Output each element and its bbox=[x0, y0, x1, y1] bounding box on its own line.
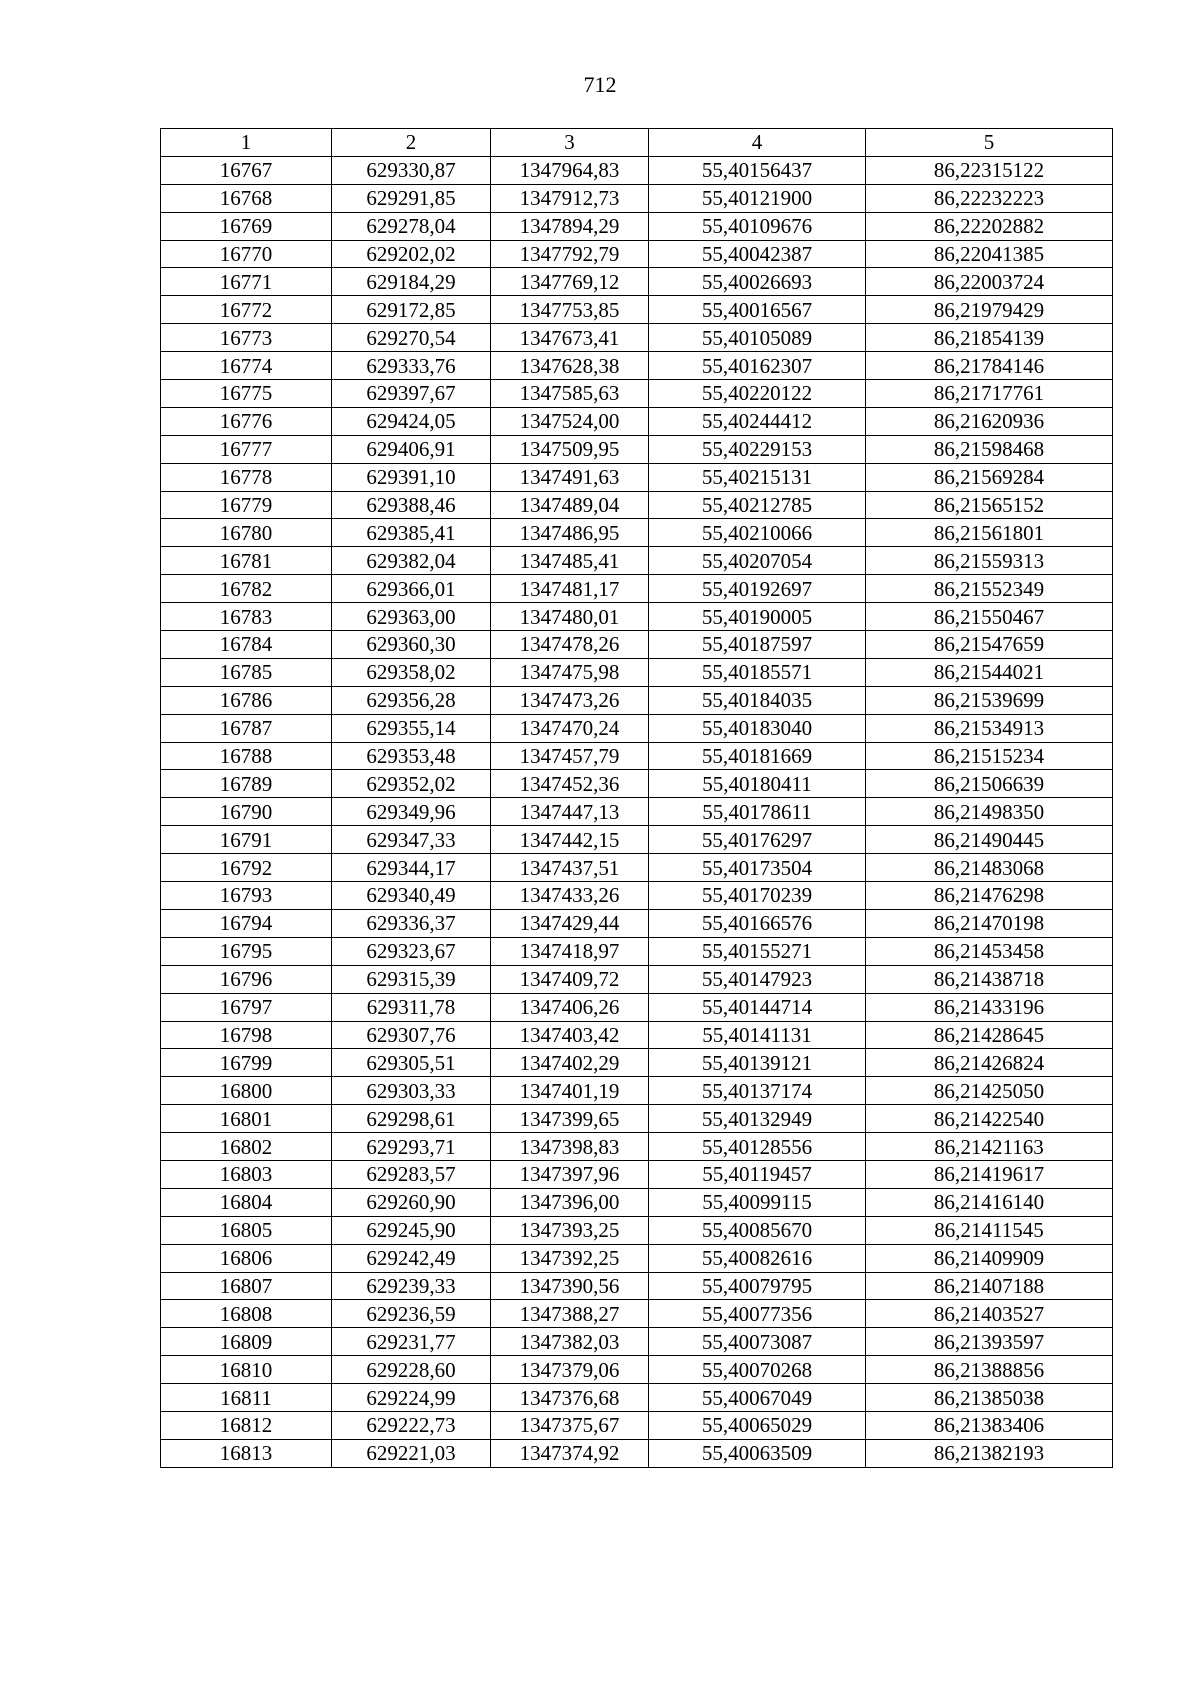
table-row bbox=[161, 1439, 1113, 1467]
table-cell-col-4: 55,40184035 bbox=[649, 686, 866, 714]
table-cell-col-3: 1347485,41 bbox=[491, 547, 649, 575]
table-cell-col-2: 629355,14 bbox=[332, 714, 491, 742]
table-cell-col-4: 55,40215131 bbox=[649, 463, 866, 491]
table-row bbox=[161, 268, 1113, 296]
table-cell-col-5: 86,21409909 bbox=[866, 1244, 1113, 1272]
table-cell-col-3: 1347375,67 bbox=[491, 1411, 649, 1439]
table-row bbox=[161, 519, 1113, 547]
table-row bbox=[161, 798, 1113, 826]
table-cell-col-4: 55,40082616 bbox=[649, 1244, 866, 1272]
table-cell-col-1: 16782 bbox=[161, 575, 332, 603]
table-cell-col-4: 55,40229153 bbox=[649, 435, 866, 463]
table-cell-col-2: 629260,90 bbox=[332, 1188, 491, 1216]
table-cell-col-2: 629298,61 bbox=[332, 1105, 491, 1133]
table-cell-col-3: 1347475,98 bbox=[491, 658, 649, 686]
table-cell-col-5: 86,22003724 bbox=[866, 268, 1113, 296]
table-cell-col-4: 55,40210066 bbox=[649, 519, 866, 547]
table-cell-col-1: 16802 bbox=[161, 1133, 332, 1161]
table-cell-col-3: 1347392,25 bbox=[491, 1244, 649, 1272]
coordinates-table bbox=[160, 128, 1113, 1468]
table-cell-col-4: 55,40183040 bbox=[649, 714, 866, 742]
table-cell-col-5: 86,21979429 bbox=[866, 296, 1113, 324]
table-cell-col-2: 629293,71 bbox=[332, 1133, 491, 1161]
table-row bbox=[161, 1077, 1113, 1105]
column-header-5: 5 bbox=[866, 129, 1113, 157]
table-cell-col-3: 1347396,00 bbox=[491, 1188, 649, 1216]
table-cell-col-5: 86,21569284 bbox=[866, 463, 1113, 491]
column-header-1: 1 bbox=[161, 129, 332, 157]
table-cell-col-1: 16785 bbox=[161, 658, 332, 686]
table-cell-col-2: 629283,57 bbox=[332, 1160, 491, 1188]
table-cell-col-2: 629330,87 bbox=[332, 156, 491, 184]
table-row bbox=[161, 1411, 1113, 1439]
table-cell-col-1: 16804 bbox=[161, 1188, 332, 1216]
table-row bbox=[161, 1216, 1113, 1244]
table-cell-col-2: 629356,28 bbox=[332, 686, 491, 714]
table-cell-col-4: 55,40212785 bbox=[649, 491, 866, 519]
table-cell-col-4: 55,40121900 bbox=[649, 184, 866, 212]
table-cell-col-1: 16799 bbox=[161, 1049, 332, 1077]
table-cell-col-3: 1347457,79 bbox=[491, 742, 649, 770]
table-cell-col-5: 86,21490445 bbox=[866, 826, 1113, 854]
table-cell-col-4: 55,40178611 bbox=[649, 798, 866, 826]
table-cell-col-1: 16772 bbox=[161, 296, 332, 324]
table-cell-col-4: 55,40065029 bbox=[649, 1411, 866, 1439]
table-cell-col-1: 16807 bbox=[161, 1272, 332, 1300]
table-row bbox=[161, 1244, 1113, 1272]
table-cell-col-4: 55,40132949 bbox=[649, 1105, 866, 1133]
table-cell-col-4: 55,40207054 bbox=[649, 547, 866, 575]
table-cell-col-2: 629242,49 bbox=[332, 1244, 491, 1272]
table-cell-col-5: 86,21476298 bbox=[866, 882, 1113, 910]
table-cell-col-3: 1347401,19 bbox=[491, 1077, 649, 1105]
table-cell-col-5: 86,21620936 bbox=[866, 407, 1113, 435]
table-cell-col-1: 16805 bbox=[161, 1216, 332, 1244]
table-row bbox=[161, 686, 1113, 714]
table-cell-col-5: 86,21498350 bbox=[866, 798, 1113, 826]
table-body bbox=[161, 156, 1113, 1467]
table-cell-col-5: 86,21411545 bbox=[866, 1216, 1113, 1244]
table-cell-col-3: 1347402,29 bbox=[491, 1049, 649, 1077]
table-row bbox=[161, 1272, 1113, 1300]
table-cell-col-3: 1347524,00 bbox=[491, 407, 649, 435]
table-cell-col-2: 629391,10 bbox=[332, 463, 491, 491]
table-row bbox=[161, 658, 1113, 686]
table-cell-col-3: 1347447,13 bbox=[491, 798, 649, 826]
table-cell-col-5: 86,21453458 bbox=[866, 937, 1113, 965]
table-cell-col-4: 55,40137174 bbox=[649, 1077, 866, 1105]
table-row bbox=[161, 156, 1113, 184]
table-cell-col-5: 86,21425050 bbox=[866, 1077, 1113, 1105]
table-cell-col-1: 16803 bbox=[161, 1160, 332, 1188]
table-row bbox=[161, 407, 1113, 435]
table-cell-col-1: 16812 bbox=[161, 1411, 332, 1439]
table-cell-col-3: 1347382,03 bbox=[491, 1328, 649, 1356]
table-cell-col-1: 16792 bbox=[161, 854, 332, 882]
table-cell-col-3: 1347673,41 bbox=[491, 324, 649, 352]
table-cell-col-2: 629366,01 bbox=[332, 575, 491, 603]
table-cell-col-4: 55,40155271 bbox=[649, 937, 866, 965]
table-row bbox=[161, 547, 1113, 575]
table-row bbox=[161, 435, 1113, 463]
table-cell-col-3: 1347964,83 bbox=[491, 156, 649, 184]
table-cell-col-4: 55,40109676 bbox=[649, 212, 866, 240]
table-cell-col-5: 86,21717761 bbox=[866, 380, 1113, 408]
table-header-row bbox=[161, 129, 1113, 157]
table-cell-col-4: 55,40067049 bbox=[649, 1384, 866, 1412]
table-cell-col-2: 629278,04 bbox=[332, 212, 491, 240]
table-cell-col-2: 629303,33 bbox=[332, 1077, 491, 1105]
table-cell-col-4: 55,40119457 bbox=[649, 1160, 866, 1188]
table-cell-col-5: 86,21428645 bbox=[866, 1021, 1113, 1049]
table-cell-col-5: 86,21426824 bbox=[866, 1049, 1113, 1077]
table-cell-col-2: 629360,30 bbox=[332, 631, 491, 659]
table-cell-col-2: 629245,90 bbox=[332, 1216, 491, 1244]
table-row bbox=[161, 184, 1113, 212]
table-row bbox=[161, 324, 1113, 352]
table-cell-col-3: 1347509,95 bbox=[491, 435, 649, 463]
table-cell-col-3: 1347478,26 bbox=[491, 631, 649, 659]
table-cell-col-5: 86,21547659 bbox=[866, 631, 1113, 659]
table-cell-col-2: 629385,41 bbox=[332, 519, 491, 547]
column-header-3: 3 bbox=[491, 129, 649, 157]
table-cell-col-1: 16811 bbox=[161, 1384, 332, 1412]
table-row bbox=[161, 770, 1113, 798]
table-cell-col-2: 629172,85 bbox=[332, 296, 491, 324]
table-cell-col-5: 86,21433196 bbox=[866, 993, 1113, 1021]
table-cell-col-3: 1347585,63 bbox=[491, 380, 649, 408]
table-cell-col-2: 629224,99 bbox=[332, 1384, 491, 1412]
table-row bbox=[161, 240, 1113, 268]
table-cell-col-5: 86,21422540 bbox=[866, 1105, 1113, 1133]
table-cell-col-1: 16768 bbox=[161, 184, 332, 212]
table-row bbox=[161, 1188, 1113, 1216]
table-cell-col-4: 55,40220122 bbox=[649, 380, 866, 408]
table-cell-col-3: 1347379,06 bbox=[491, 1356, 649, 1384]
table-cell-col-5: 86,21382193 bbox=[866, 1439, 1113, 1467]
table-cell-col-4: 55,40070268 bbox=[649, 1356, 866, 1384]
table-cell-col-2: 629382,04 bbox=[332, 547, 491, 575]
table-row bbox=[161, 296, 1113, 324]
table-cell-col-4: 55,40173504 bbox=[649, 854, 866, 882]
table-cell-col-1: 16796 bbox=[161, 965, 332, 993]
table-cell-col-3: 1347486,95 bbox=[491, 519, 649, 547]
table-cell-col-4: 55,40016567 bbox=[649, 296, 866, 324]
table-cell-col-3: 1347470,24 bbox=[491, 714, 649, 742]
table-cell-col-2: 629291,85 bbox=[332, 184, 491, 212]
table-cell-col-4: 55,40139121 bbox=[649, 1049, 866, 1077]
table-row bbox=[161, 1384, 1113, 1412]
table-cell-col-2: 629315,39 bbox=[332, 965, 491, 993]
table-cell-col-5: 86,21388856 bbox=[866, 1356, 1113, 1384]
table-cell-col-2: 629344,17 bbox=[332, 854, 491, 882]
table-cell-col-2: 629305,51 bbox=[332, 1049, 491, 1077]
table-cell-col-1: 16771 bbox=[161, 268, 332, 296]
table-cell-col-2: 629231,77 bbox=[332, 1328, 491, 1356]
table-row bbox=[161, 1160, 1113, 1188]
table-cell-col-2: 629388,46 bbox=[332, 491, 491, 519]
table-cell-col-1: 16791 bbox=[161, 826, 332, 854]
table-cell-col-1: 16770 bbox=[161, 240, 332, 268]
table-cell-col-5: 86,21483068 bbox=[866, 854, 1113, 882]
table-cell-col-3: 1347390,56 bbox=[491, 1272, 649, 1300]
table-row bbox=[161, 826, 1113, 854]
table-cell-col-1: 16813 bbox=[161, 1439, 332, 1467]
table-cell-col-5: 86,21565152 bbox=[866, 491, 1113, 519]
table-cell-col-5: 86,21393597 bbox=[866, 1328, 1113, 1356]
table-cell-col-3: 1347374,92 bbox=[491, 1439, 649, 1467]
table-row bbox=[161, 937, 1113, 965]
table-cell-col-4: 55,40073087 bbox=[649, 1328, 866, 1356]
table-row bbox=[161, 1049, 1113, 1077]
table-cell-col-2: 629353,48 bbox=[332, 742, 491, 770]
table-cell-col-5: 86,21559313 bbox=[866, 547, 1113, 575]
table-cell-col-1: 16806 bbox=[161, 1244, 332, 1272]
table-cell-col-3: 1347442,15 bbox=[491, 826, 649, 854]
table-cell-col-5: 86,21534913 bbox=[866, 714, 1113, 742]
table-cell-col-4: 55,40147923 bbox=[649, 965, 866, 993]
table-cell-col-5: 86,21598468 bbox=[866, 435, 1113, 463]
table-cell-col-1: 16809 bbox=[161, 1328, 332, 1356]
table-cell-col-5: 86,21383406 bbox=[866, 1411, 1113, 1439]
table-cell-col-1: 16798 bbox=[161, 1021, 332, 1049]
table-row bbox=[161, 1133, 1113, 1161]
table-cell-col-5: 86,21506639 bbox=[866, 770, 1113, 798]
table-cell-col-4: 55,40190005 bbox=[649, 603, 866, 631]
table-cell-col-5: 86,21421163 bbox=[866, 1133, 1113, 1161]
table-cell-col-1: 16801 bbox=[161, 1105, 332, 1133]
table-cell-col-4: 55,40185571 bbox=[649, 658, 866, 686]
table-row bbox=[161, 1021, 1113, 1049]
table-cell-col-4: 55,40128556 bbox=[649, 1133, 866, 1161]
table-cell-col-2: 629406,91 bbox=[332, 435, 491, 463]
table-cell-col-4: 55,40244412 bbox=[649, 407, 866, 435]
table-cell-col-2: 629311,78 bbox=[332, 993, 491, 1021]
table-cell-col-1: 16786 bbox=[161, 686, 332, 714]
table-cell-col-3: 1347409,72 bbox=[491, 965, 649, 993]
table-row bbox=[161, 1300, 1113, 1328]
table-cell-col-2: 629307,76 bbox=[332, 1021, 491, 1049]
column-header-2: 2 bbox=[332, 129, 491, 157]
table-cell-col-4: 55,40162307 bbox=[649, 352, 866, 380]
table-row bbox=[161, 380, 1113, 408]
table-cell-col-4: 55,40192697 bbox=[649, 575, 866, 603]
table-cell-col-2: 629352,02 bbox=[332, 770, 491, 798]
table-cell-col-4: 55,40085670 bbox=[649, 1216, 866, 1244]
table-cell-col-5: 86,21416140 bbox=[866, 1188, 1113, 1216]
table-cell-col-4: 55,40026693 bbox=[649, 268, 866, 296]
table-cell-col-4: 55,40144714 bbox=[649, 993, 866, 1021]
table-cell-col-3: 1347912,73 bbox=[491, 184, 649, 212]
table-cell-col-5: 86,21784146 bbox=[866, 352, 1113, 380]
table-cell-col-2: 629349,96 bbox=[332, 798, 491, 826]
table-cell-col-3: 1347406,26 bbox=[491, 993, 649, 1021]
table-cell-col-2: 629228,60 bbox=[332, 1356, 491, 1384]
table-cell-col-4: 55,40141131 bbox=[649, 1021, 866, 1049]
table-cell-col-2: 629222,73 bbox=[332, 1411, 491, 1439]
table-cell-col-5: 86,21515234 bbox=[866, 742, 1113, 770]
table-cell-col-3: 1347437,51 bbox=[491, 854, 649, 882]
table-cell-col-3: 1347792,79 bbox=[491, 240, 649, 268]
table-cell-col-5: 86,21552349 bbox=[866, 575, 1113, 603]
table-cell-col-3: 1347473,26 bbox=[491, 686, 649, 714]
table-cell-col-1: 16789 bbox=[161, 770, 332, 798]
table-cell-col-2: 629336,37 bbox=[332, 909, 491, 937]
table-row bbox=[161, 631, 1113, 659]
table-row bbox=[161, 909, 1113, 937]
table-cell-col-1: 16794 bbox=[161, 909, 332, 937]
table-cell-col-3: 1347399,65 bbox=[491, 1105, 649, 1133]
table-cell-col-4: 55,40105089 bbox=[649, 324, 866, 352]
table-row bbox=[161, 212, 1113, 240]
table-cell-col-4: 55,40063509 bbox=[649, 1439, 866, 1467]
table-cell-col-1: 16810 bbox=[161, 1356, 332, 1384]
table-cell-col-4: 55,40079795 bbox=[649, 1272, 866, 1300]
table-cell-col-2: 629202,02 bbox=[332, 240, 491, 268]
table-cell-col-3: 1347628,38 bbox=[491, 352, 649, 380]
table-cell-col-5: 86,21438718 bbox=[866, 965, 1113, 993]
table-cell-col-1: 16790 bbox=[161, 798, 332, 826]
table-cell-col-5: 86,21403527 bbox=[866, 1300, 1113, 1328]
table-cell-col-2: 629333,76 bbox=[332, 352, 491, 380]
table-row bbox=[161, 882, 1113, 910]
table-cell-col-2: 629236,59 bbox=[332, 1300, 491, 1328]
table-cell-col-1: 16779 bbox=[161, 491, 332, 519]
table-cell-col-2: 629363,00 bbox=[332, 603, 491, 631]
table-cell-col-1: 16777 bbox=[161, 435, 332, 463]
table-row bbox=[161, 352, 1113, 380]
table-cell-col-1: 16775 bbox=[161, 380, 332, 408]
table-cell-col-3: 1347489,04 bbox=[491, 491, 649, 519]
table-cell-col-5: 86,22202882 bbox=[866, 212, 1113, 240]
table-cell-col-5: 86,21544021 bbox=[866, 658, 1113, 686]
table-cell-col-1: 16808 bbox=[161, 1300, 332, 1328]
table-cell-col-1: 16797 bbox=[161, 993, 332, 1021]
table-cell-col-3: 1347753,85 bbox=[491, 296, 649, 324]
table-cell-col-1: 16787 bbox=[161, 714, 332, 742]
table-row bbox=[161, 993, 1113, 1021]
table-cell-col-3: 1347769,12 bbox=[491, 268, 649, 296]
table-cell-col-3: 1347418,97 bbox=[491, 937, 649, 965]
table-cell-col-4: 55,40176297 bbox=[649, 826, 866, 854]
page-number: 712 bbox=[583, 72, 617, 97]
table-row bbox=[161, 714, 1113, 742]
table-cell-col-2: 629340,49 bbox=[332, 882, 491, 910]
table-cell-col-1: 16780 bbox=[161, 519, 332, 547]
table-cell-col-1: 16795 bbox=[161, 937, 332, 965]
table-cell-col-1: 16778 bbox=[161, 463, 332, 491]
table-cell-col-4: 55,40156437 bbox=[649, 156, 866, 184]
table-cell-col-4: 55,40042387 bbox=[649, 240, 866, 268]
table-row bbox=[161, 1105, 1113, 1133]
table-cell-col-1: 16781 bbox=[161, 547, 332, 575]
table-cell-col-2: 629323,67 bbox=[332, 937, 491, 965]
table-cell-col-5: 86,21407188 bbox=[866, 1272, 1113, 1300]
table-cell-col-5: 86,21470198 bbox=[866, 909, 1113, 937]
table-row bbox=[161, 491, 1113, 519]
table-cell-col-3: 1347481,17 bbox=[491, 575, 649, 603]
table-cell-col-3: 1347376,68 bbox=[491, 1384, 649, 1412]
table-cell-col-2: 629347,33 bbox=[332, 826, 491, 854]
table-cell-col-4: 55,40166576 bbox=[649, 909, 866, 937]
table-cell-col-3: 1347491,63 bbox=[491, 463, 649, 491]
table-cell-col-5: 86,21539699 bbox=[866, 686, 1113, 714]
table-cell-col-4: 55,40077356 bbox=[649, 1300, 866, 1328]
table-row bbox=[161, 1356, 1113, 1384]
table-row bbox=[161, 603, 1113, 631]
table-cell-col-5: 86,22315122 bbox=[866, 156, 1113, 184]
table-cell-col-5: 86,21550467 bbox=[866, 603, 1113, 631]
table-row bbox=[161, 742, 1113, 770]
table-cell-col-2: 629239,33 bbox=[332, 1272, 491, 1300]
table-cell-col-3: 1347480,01 bbox=[491, 603, 649, 631]
table-cell-col-3: 1347393,25 bbox=[491, 1216, 649, 1244]
table-cell-col-1: 16800 bbox=[161, 1077, 332, 1105]
table-cell-col-1: 16788 bbox=[161, 742, 332, 770]
table-row bbox=[161, 463, 1113, 491]
table-cell-col-2: 629270,54 bbox=[332, 324, 491, 352]
table-cell-col-5: 86,21385038 bbox=[866, 1384, 1113, 1412]
table-cell-col-4: 55,40180411 bbox=[649, 770, 866, 798]
table-cell-col-1: 16783 bbox=[161, 603, 332, 631]
table-cell-col-3: 1347452,36 bbox=[491, 770, 649, 798]
table-cell-col-1: 16773 bbox=[161, 324, 332, 352]
table-cell-col-1: 16776 bbox=[161, 407, 332, 435]
table-cell-col-1: 16767 bbox=[161, 156, 332, 184]
table-cell-col-3: 1347398,83 bbox=[491, 1133, 649, 1161]
table-cell-col-2: 629397,67 bbox=[332, 380, 491, 408]
table-cell-col-3: 1347388,27 bbox=[491, 1300, 649, 1328]
table-cell-col-4: 55,40170239 bbox=[649, 882, 866, 910]
table-row bbox=[161, 575, 1113, 603]
table-cell-col-2: 629358,02 bbox=[332, 658, 491, 686]
table-cell-col-1: 16793 bbox=[161, 882, 332, 910]
table-cell-col-3: 1347429,44 bbox=[491, 909, 649, 937]
table-cell-col-1: 16774 bbox=[161, 352, 332, 380]
table-cell-col-4: 55,40099115 bbox=[649, 1188, 866, 1216]
table-row bbox=[161, 854, 1113, 882]
table-cell-col-3: 1347894,29 bbox=[491, 212, 649, 240]
table-cell-col-2: 629184,29 bbox=[332, 268, 491, 296]
table-cell-col-4: 55,40187597 bbox=[649, 631, 866, 659]
table-cell-col-4: 55,40181669 bbox=[649, 742, 866, 770]
table-cell-col-1: 16784 bbox=[161, 631, 332, 659]
table-cell-col-5: 86,21854139 bbox=[866, 324, 1113, 352]
table-row bbox=[161, 1328, 1113, 1356]
table-cell-col-5: 86,22232223 bbox=[866, 184, 1113, 212]
table-row bbox=[161, 965, 1113, 993]
table-cell-col-5: 86,22041385 bbox=[866, 240, 1113, 268]
table-cell-col-3: 1347403,42 bbox=[491, 1021, 649, 1049]
table-cell-col-2: 629424,05 bbox=[332, 407, 491, 435]
table-cell-col-5: 86,21561801 bbox=[866, 519, 1113, 547]
table-cell-col-1: 16769 bbox=[161, 212, 332, 240]
table-cell-col-5: 86,21419617 bbox=[866, 1160, 1113, 1188]
table-cell-col-3: 1347397,96 bbox=[491, 1160, 649, 1188]
table-cell-col-3: 1347433,26 bbox=[491, 882, 649, 910]
column-header-4: 4 bbox=[649, 129, 866, 157]
table-cell-col-2: 629221,03 bbox=[332, 1439, 491, 1467]
